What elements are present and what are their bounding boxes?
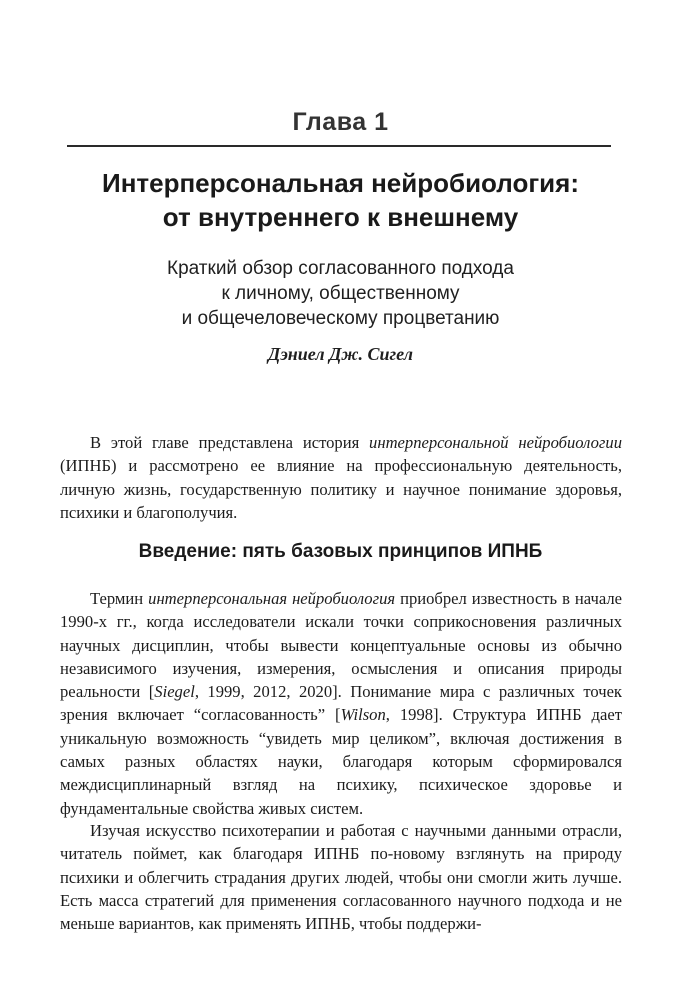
chapter-title	[0, 166, 681, 234]
intro-1-text-4: , 1998]. Структура ИПНБ дает уникальную возможность “увидеть мир целиком”, включая достижения в самых разных областях науки, благодаря которым сформировался междисциплинарный взгляд на психику, психическое здоровье и фундаментальные свойства живых систем.	[60, 705, 622, 818]
chapter-label: Глава 1	[292, 108, 389, 136]
chapter-subtitle-line-1: Краткий обзор согласованного подхода	[167, 258, 514, 279]
abstract-text-2: (ИПНБ) и рассмотрено ее влияние на профессиональную деятельность, личную жизнь, государственную политику и научное понимание здоровья, психики и благополучия.	[60, 456, 622, 522]
intro-1-text-3: , 1999, 2012, 2020]. Понимание мира с различных точек зрения включает “согласованность” [	[60, 682, 622, 725]
chapter-title-line-2: от внутреннего к внешнему	[162, 202, 519, 232]
citation-siegel: Siegel	[154, 682, 195, 702]
intro-paragraph-1	[60, 587, 622, 820]
chapter-subtitle-line-3: и общечеловеческому процветанию	[181, 308, 500, 329]
chapter-title-line-1: Интерперсональная нейробиология:	[102, 168, 579, 198]
intro-1-text-2: приобрел известность в начале 1990-х гг., когда исследователи искали точки соприкосновения различных научных дисциплин, чтобы вывести концептуальные основы из обычно независимого изучения, измерения, осмысления и описания природы реальности [	[60, 589, 622, 702]
section-heading: Введение: пять базовых принципов ИПНБ	[138, 541, 543, 562]
chapter-subtitle	[0, 256, 681, 331]
intro-1-text-1: Термин	[90, 589, 149, 608]
author-name: Дэниел Дж. Сигел	[268, 344, 413, 364]
chapter-rule	[67, 145, 611, 147]
chapter-subtitle-line-2: к личному, общественному	[221, 283, 460, 304]
citation-wilson: Wilson	[340, 705, 386, 725]
abstract-term-ipnb: интерперсональной нейробиологии	[369, 433, 622, 452]
intro-1-term: интерперсональная нейробиология	[148, 589, 396, 608]
abstract-text-1: В этой главе представлена история	[90, 433, 370, 452]
abstract-paragraph	[60, 431, 622, 524]
intro-paragraph-2: Изучая искусство психотерапии и работая с научными данными отрасли, читатель поймет, как благодаря ИПНБ по-новому взглянуть на природу психики и облегчить страдания других людей, чтобы они смогли жить лучше. Есть масса стратегий для применения согласованного научного подхода и не меньше вариантов, как применять ИПНБ, чтобы поддержи-	[60, 821, 622, 934]
